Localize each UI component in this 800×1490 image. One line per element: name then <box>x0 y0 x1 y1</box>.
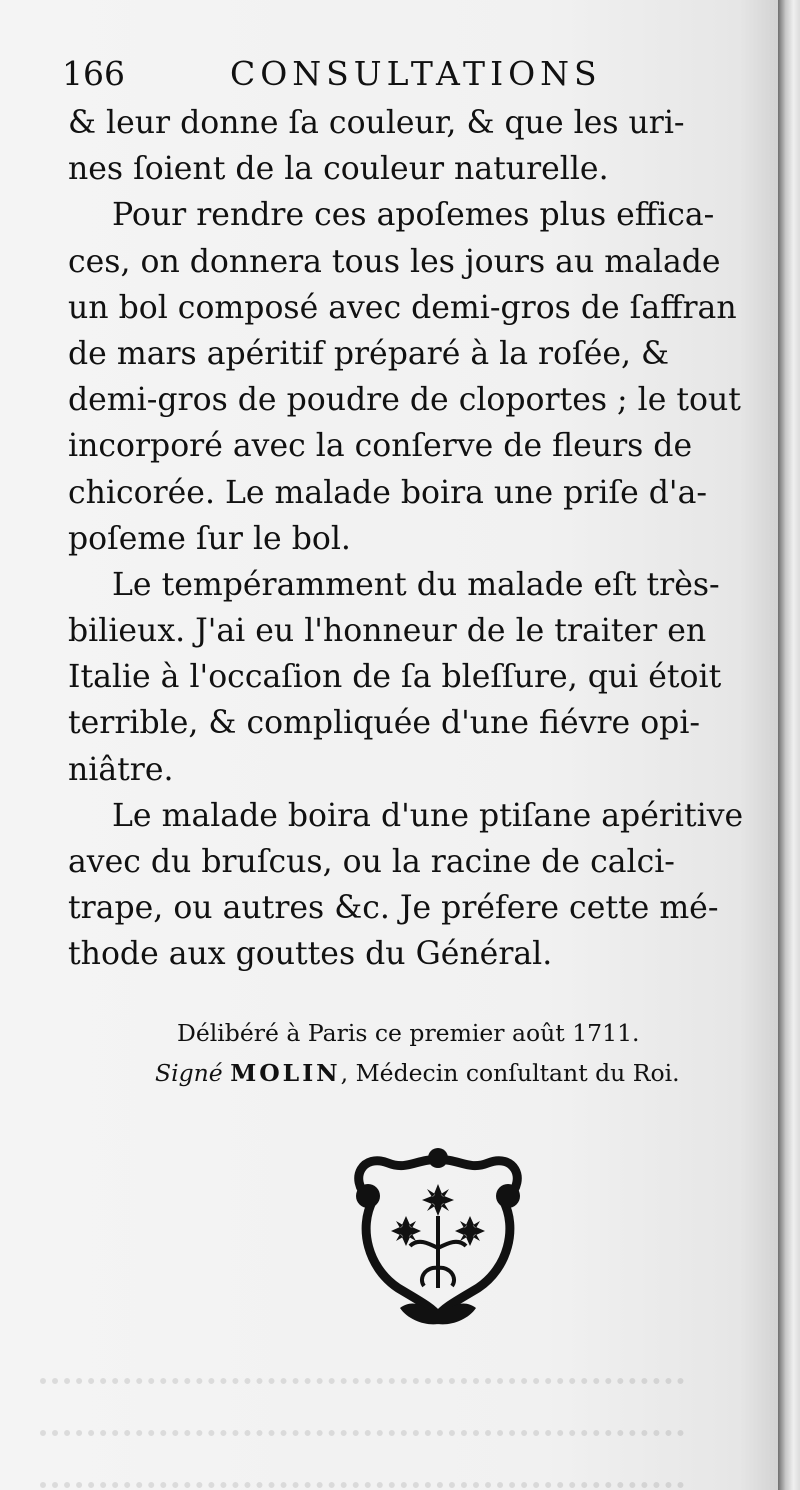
page-number: 166 <box>62 54 125 93</box>
text-line: nes ſoient de la couleur naturelle. <box>68 151 609 188</box>
signature-title: , Médecin conſultant du Roi. <box>340 1059 680 1087</box>
text-line: Italie à l'occaſion de ſa bleſſure, qui étoit <box>68 659 722 696</box>
signe-word: Signé <box>155 1059 223 1087</box>
running-title: CONSULTATIONS <box>230 54 602 93</box>
text-line: thode aux gouttes du Général. <box>68 936 553 973</box>
text-line: Pour rendre ces apoſemes plus effica- <box>112 197 715 234</box>
text-line: demi-gros de poudre de cloportes ; le tout <box>68 382 741 419</box>
text-line: chicorée. Le malade boira une priſe d'a- <box>68 474 708 511</box>
text-line: Le tempéramment du malade eſt très- <box>112 566 720 603</box>
text-line: poſeme ſur le bol. <box>68 520 351 557</box>
text-line: Le malade boira d'une ptiſane apéritive <box>112 797 744 834</box>
text-line: de mars apéritif préparé à la roſée, & <box>68 335 670 372</box>
text-line: bilieux. J'ai eu l'honneur de le traiter en <box>68 613 707 650</box>
text-line: terrible, & compliquée d'une fiévre opi- <box>68 705 701 742</box>
text-line: avec du bruſcus, ou la racine de calci- <box>68 844 675 880</box>
body-text <box>68 100 758 978</box>
fleuron-shield-ornament-icon <box>338 1138 538 1328</box>
text-line: incorporé avec la conſerve de fleurs de <box>68 428 693 465</box>
signature-name: MOLIN <box>230 1059 341 1087</box>
text-line: trape, ou autres &c. Je préfere cette mé- <box>68 890 719 927</box>
signoff <box>155 1013 765 1093</box>
page-header <box>62 50 622 98</box>
book-gutter <box>778 0 800 1490</box>
text-line: & leur donne ſa couleur, & que les uri- <box>68 105 685 141</box>
text-line: ces, on donnera tous les jours au malade <box>68 243 721 280</box>
text-line: niâtre. <box>68 751 174 788</box>
deliberation-line: Délibéré à Paris ce premier août 1711. <box>177 1019 640 1047</box>
bleed-through-shadow <box>40 1340 740 1490</box>
text-line: un bol composé avec demi-gros de ſaffran <box>68 289 737 326</box>
signature-line <box>155 1053 765 1093</box>
